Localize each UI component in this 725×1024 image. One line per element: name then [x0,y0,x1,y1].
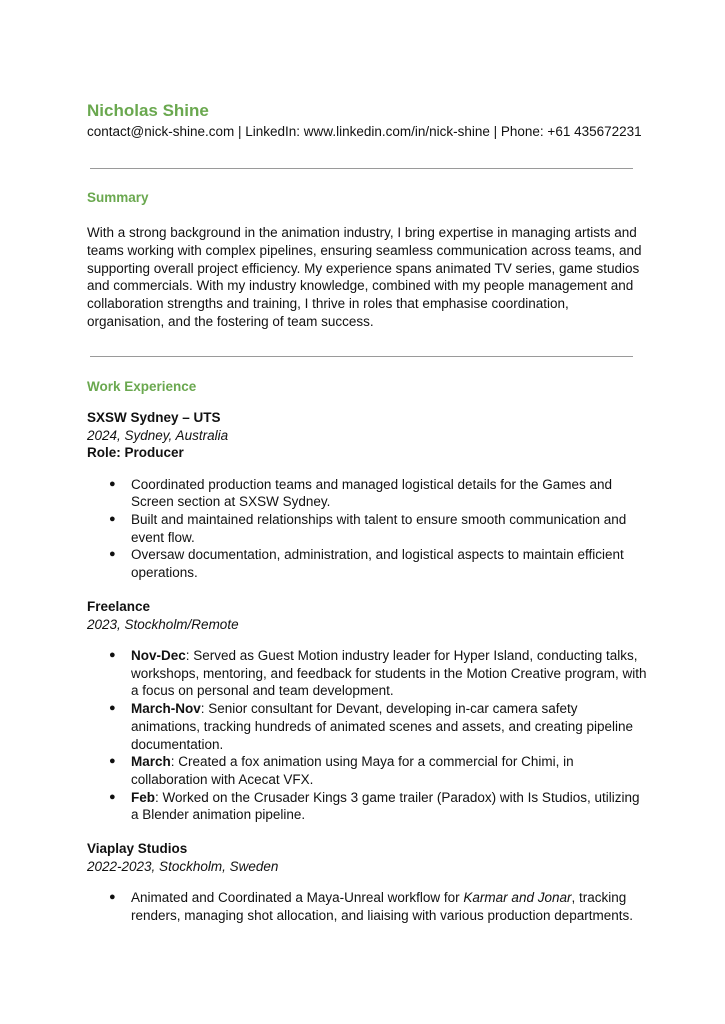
list-item [87,889,647,924]
list-item [87,476,647,511]
job-bullet-list [87,647,647,824]
job-entry-freelance [87,598,647,824]
divider [90,356,633,357]
bullet-icon: ● [109,755,116,768]
job-date-location: 2022-2023, Stockholm, Sweden [87,858,279,874]
bullet-lead: March-Nov [131,701,201,717]
job-role: Role: Producer [87,445,184,460]
list-item [87,511,647,546]
bullet-text: , tracking renders, managing shot allocation, and liaising with various production departments. [131,890,634,923]
bullet-icon: ● [109,477,116,490]
bullet-icon: ● [109,512,116,525]
list-item [87,753,647,788]
summary-text: With a strong background in the animation industry, I bring expertise in managing artists and teams working with complex pipelines, ensuring seamless communication across teams, and supporting overall project efficiency. My experience spans animated TV series, game studios and commercials. With my industry knowledge, combined with my people management and collaboration strengths and training, I thrive in roles that emphasise coordination, organisation, and the fostering of team success. [87,225,642,329]
bullet-text-pre: Animated and Coordinated a Maya-Unreal workflow for [131,890,464,905]
list-item [87,546,647,581]
job-company: Freelance [87,599,151,614]
bullet-lead: Nov-Dec [131,648,186,663]
job-company: Viaplay Studios [87,841,188,856]
summary-heading: Summary [87,190,149,205]
bullet-text: : Served as Guest Motion industry leader for Hyper Island, conducting talks, workshops, mentoring, and feedback for students in the Motion Creative program, with a focus on personal and team development. [131,648,647,699]
job-bullet-list [87,889,647,924]
list-item [87,700,647,753]
job-date-location: 2023, Stockholm/Remote [87,616,239,632]
bullet-icon: ● [109,548,116,561]
list-item [87,789,647,824]
job-date-location: 2024, Sydney, Australia [87,427,229,443]
bullet-text: Oversaw documentation, administration, and logistical aspects to maintain efficient operations. [131,547,624,581]
bullet-icon: ● [109,702,116,715]
bullet-text: : Senior consultant for Devant, developing in-car camera safety animations, tracking hundreds of animated scenes and assets, and creating pipeline documentation. [131,701,634,752]
bullet-icon: ● [109,790,116,803]
bullet-project-title: Karmar and Jonar [463,890,572,905]
contact-line: contact@nick-shine.com | LinkedIn: www.linkedin.com/in/nick-shine | Phone: +61 435672231 [87,124,642,139]
bullet-icon: ● [109,649,116,661]
bullet-text: Built and maintained relationships with talent to ensure smooth communication and event flow. [131,511,627,545]
bullet-text: Coordinated production teams and managed logistical details for the Games and Screen section at SXSW Sydney. [131,476,613,510]
bullet-lead: Feb [131,789,156,805]
bullet-text: : Created a fox animation using Maya for a commercial for Chimi, in collaboration with Acecat VFX. [131,754,574,787]
job-entry-sxsw [87,409,647,582]
bullet-lead: March [131,754,171,770]
work-experience-heading: Work Experience [87,379,197,394]
bullet-icon: ● [109,891,116,903]
list-item [87,647,647,700]
job-company: SXSW Sydney – UTS [87,410,221,425]
job-bullet-list [87,476,647,582]
job-entry-viaplay [87,840,647,924]
candidate-name: Nicholas Shine [87,101,209,120]
divider [90,168,633,169]
bullet-text: : Worked on the Crusader Kings 3 game trailer (Paradox) with Is Studios, utilizing a Blender animation pipeline. [131,789,640,823]
